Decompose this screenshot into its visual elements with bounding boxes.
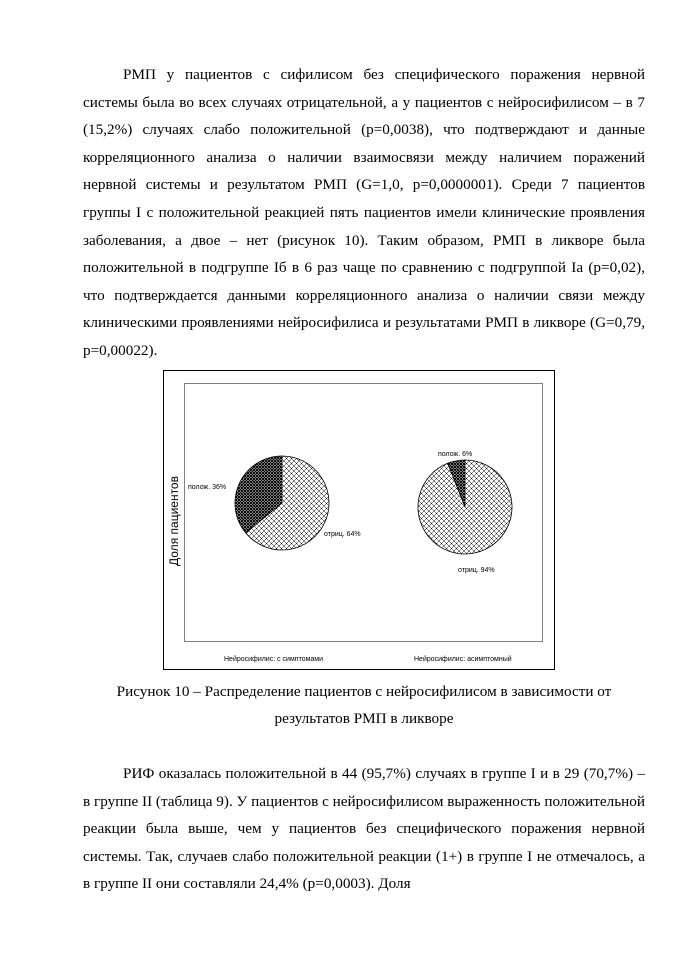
pie-chart-asymptomatic [418,460,512,554]
category-label: Нейросифилис: с симптомами [224,656,324,663]
pie-charts-svg [164,371,556,671]
figure-caption: Рисунок 10 – Распределение пациентов с нейросифилисом в зависимости от [116,683,612,700]
pie-chart-symptomatic [235,456,329,550]
figure-caption-continued: результатов РМП в ликворе [274,710,454,727]
body-paragraph: РМП у пациентов с сифилисом без специфического поражения нервной системы была во всех случаях отрицательной, а у пациентов с нейросифилисом – в 7 (15,2%) случаях слабо положительной (p=0,0038), что подтверждают и данные корреляционного анализа о наличии взаимосвязи между наличием поражений нервной системы и результатом РМП (G=1,0, p=0,0000001). Среди 7 пациентов группы I с положительной реакцией пять пациентов имели клинические проявления заболевания, а двое – нет (рисунок 10). Таким образом, РМП в ликворе была положительной в подгруппе Iб в 6 раз чаще по сравнению с подгруппой Ia (p=0,02), что подтверждается данными корреляционного анализа о наличии связи между клиническими проявлениями нейросифилиса и результатами РМП в ликворе (G=0,79, p=0,00022). [83,66,645,359]
slice-label: отриц. 94% [458,567,495,574]
body-paragraph: РИФ оказалась положительной в 44 (95,7%) случаях в группе I и в 29 (70,7%) – в группе II (таблица 9). У пациентов с нейросифилисом выраженность положительной реакции была выше, чем у пациентов без специфического поражения нервной системы. Так, случаев слабо положительной реакции (1+) в группе I не отмечалось, а в группе II они составляли 24,4% (p=0,0003). Доля [83,765,645,893]
category-label: Нейросифилис: асимптомный [414,656,512,663]
slice-label: полож. 36% [188,484,227,491]
slice-label: полож. 6% [438,451,473,458]
figure-pie-charts [163,370,555,670]
slice-label: отриц. 64% [324,531,361,538]
y-axis-label-text: Доля пациентов [167,476,181,566]
pie-slice-negative [418,460,512,554]
